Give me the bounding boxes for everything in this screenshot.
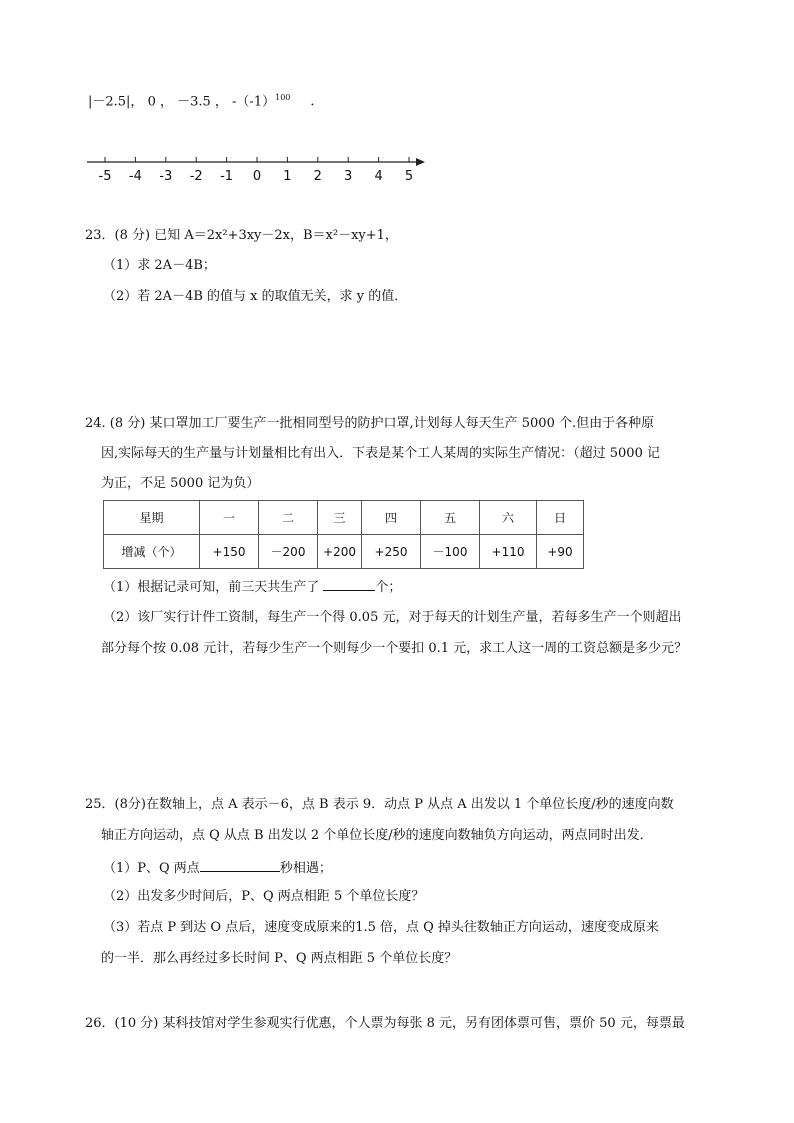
q22-exponent: 100 [275, 93, 291, 102]
q24-part1-text: （1）根据记录可知，前三天共生产了 [103, 580, 324, 595]
q25-part1-end: 秒相遇； [279, 861, 332, 876]
q25-part1-text: （1）P、Q 两点 [103, 861, 200, 876]
q24-stem-line2: 因,实际每天的生产量与计划量相比有出入．下表是某个工人某周的实际生产情况：（超过 5000 记 [101, 446, 660, 461]
q25-part3-line1: （3）若点 P 到达 O 点后，速度变成原来的1.5 倍，点 Q 掉头往数轴正方向运动，速度变成原来 [103, 920, 659, 935]
q23-stem: 23．(8 分) 已知 A＝2x²+3xy－2x，B＝x²－xy+1， [85, 228, 398, 243]
q22-values-line [88, 88, 323, 112]
table-cell: +110 [480, 535, 537, 569]
number-line-tick-label: -4 [128, 169, 142, 184]
number-line-tick-label: -1 [220, 169, 234, 184]
q24-part1-end: 个； [375, 580, 402, 595]
q24-part2-line1: （2）该厂实行计件工资制，每生产一个得 0.05 元，对于每天的计划生产量，若每多生产一个则超出 [103, 610, 682, 625]
q24-production-table [103, 500, 584, 569]
table-cell: 增减（个） [104, 535, 200, 569]
table-cell: 星期 [104, 501, 200, 535]
q26-stem-line1: 26．(10 分) 某科技馆对学生参观实行优惠，个人票为每张 8 元，另有团体票可售，票价 50 元，每票最 [85, 1016, 685, 1031]
table-cell: 六 [480, 501, 537, 535]
q22-end: ． [310, 94, 324, 110]
table-header-row [104, 501, 584, 535]
number-line-tick-label: 0 [252, 169, 262, 184]
number-line-arrow [416, 158, 425, 166]
table-cell: 二 [259, 501, 318, 535]
q22-values: |－2.5|， 0 ， －3.5 ， -（-1） [88, 94, 276, 110]
q24-part1 [103, 576, 401, 598]
q25-part3-line2: 的一半．那么再经过多长时间 P、Q 两点相距 5 个单位长度？ [101, 951, 458, 966]
number-line-tick-label: 4 [374, 169, 383, 184]
table-cell: －200 [259, 535, 318, 569]
table-cell: 一 [200, 501, 259, 535]
q25-stem-line1: 25．(8分)在数轴上，点 A 表示－6，点 B 表示 9．动点 P 从点 A 出发以 1 个单位长度/秒的速度向数 [85, 797, 674, 812]
table-row [104, 535, 584, 569]
table-cell: 三 [318, 501, 362, 535]
number-line [85, 150, 435, 190]
q25-part1 [103, 857, 332, 879]
q25-stem-line2: 轴正方向运动，点 Q 从点 B 出发以 2 个单位长度/秒的速度向数轴负方向运动，两点同时出发． [101, 828, 653, 843]
q24-stem-line3: 为正，不足 5000 记为负） [101, 476, 260, 491]
number-line-tick-label: 3 [344, 169, 353, 184]
q24-stem-line1: 24. (8 分) 某口罩加工厂要生产一批相同型号的防护口罩,计划每人每天生产 5000 个.但由于各种原 [85, 416, 655, 431]
number-line-tick-label: 5 [404, 169, 414, 184]
table-cell: +250 [362, 535, 421, 569]
number-line-tick-label: -3 [159, 169, 173, 184]
q25-answer-blank[interactable] [200, 857, 280, 872]
q23-part1: （1）求 2A－4B； [103, 258, 216, 273]
q25-part2: （2）出发多少时间后，P、Q 两点相距 5 个单位长度？ [103, 889, 425, 904]
number-line-tick-label: 1 [283, 169, 292, 184]
table-cell: 四 [362, 501, 421, 535]
q24-part2-line2: 部分每个按 0.08 元计，若每少生产一个则每少一个要扣 0.1 元，求工人这一周的工资总额是多少元？ [101, 641, 688, 656]
table-cell: +150 [200, 535, 259, 569]
table-cell: +90 [537, 535, 584, 569]
q24-answer-blank[interactable] [323, 576, 375, 591]
number-line-tick-label: -2 [189, 169, 203, 184]
table-cell: 五 [421, 501, 480, 535]
table-cell: －100 [421, 535, 480, 569]
table-cell: 日 [537, 501, 584, 535]
number-line-tick-label: 2 [313, 169, 322, 184]
table-cell: +200 [318, 535, 362, 569]
q23-part2: （2）若 2A－4B 的值与 x 的取值无关，求 y 的值． [103, 289, 408, 304]
number-line-tick-label: -5 [98, 169, 112, 184]
